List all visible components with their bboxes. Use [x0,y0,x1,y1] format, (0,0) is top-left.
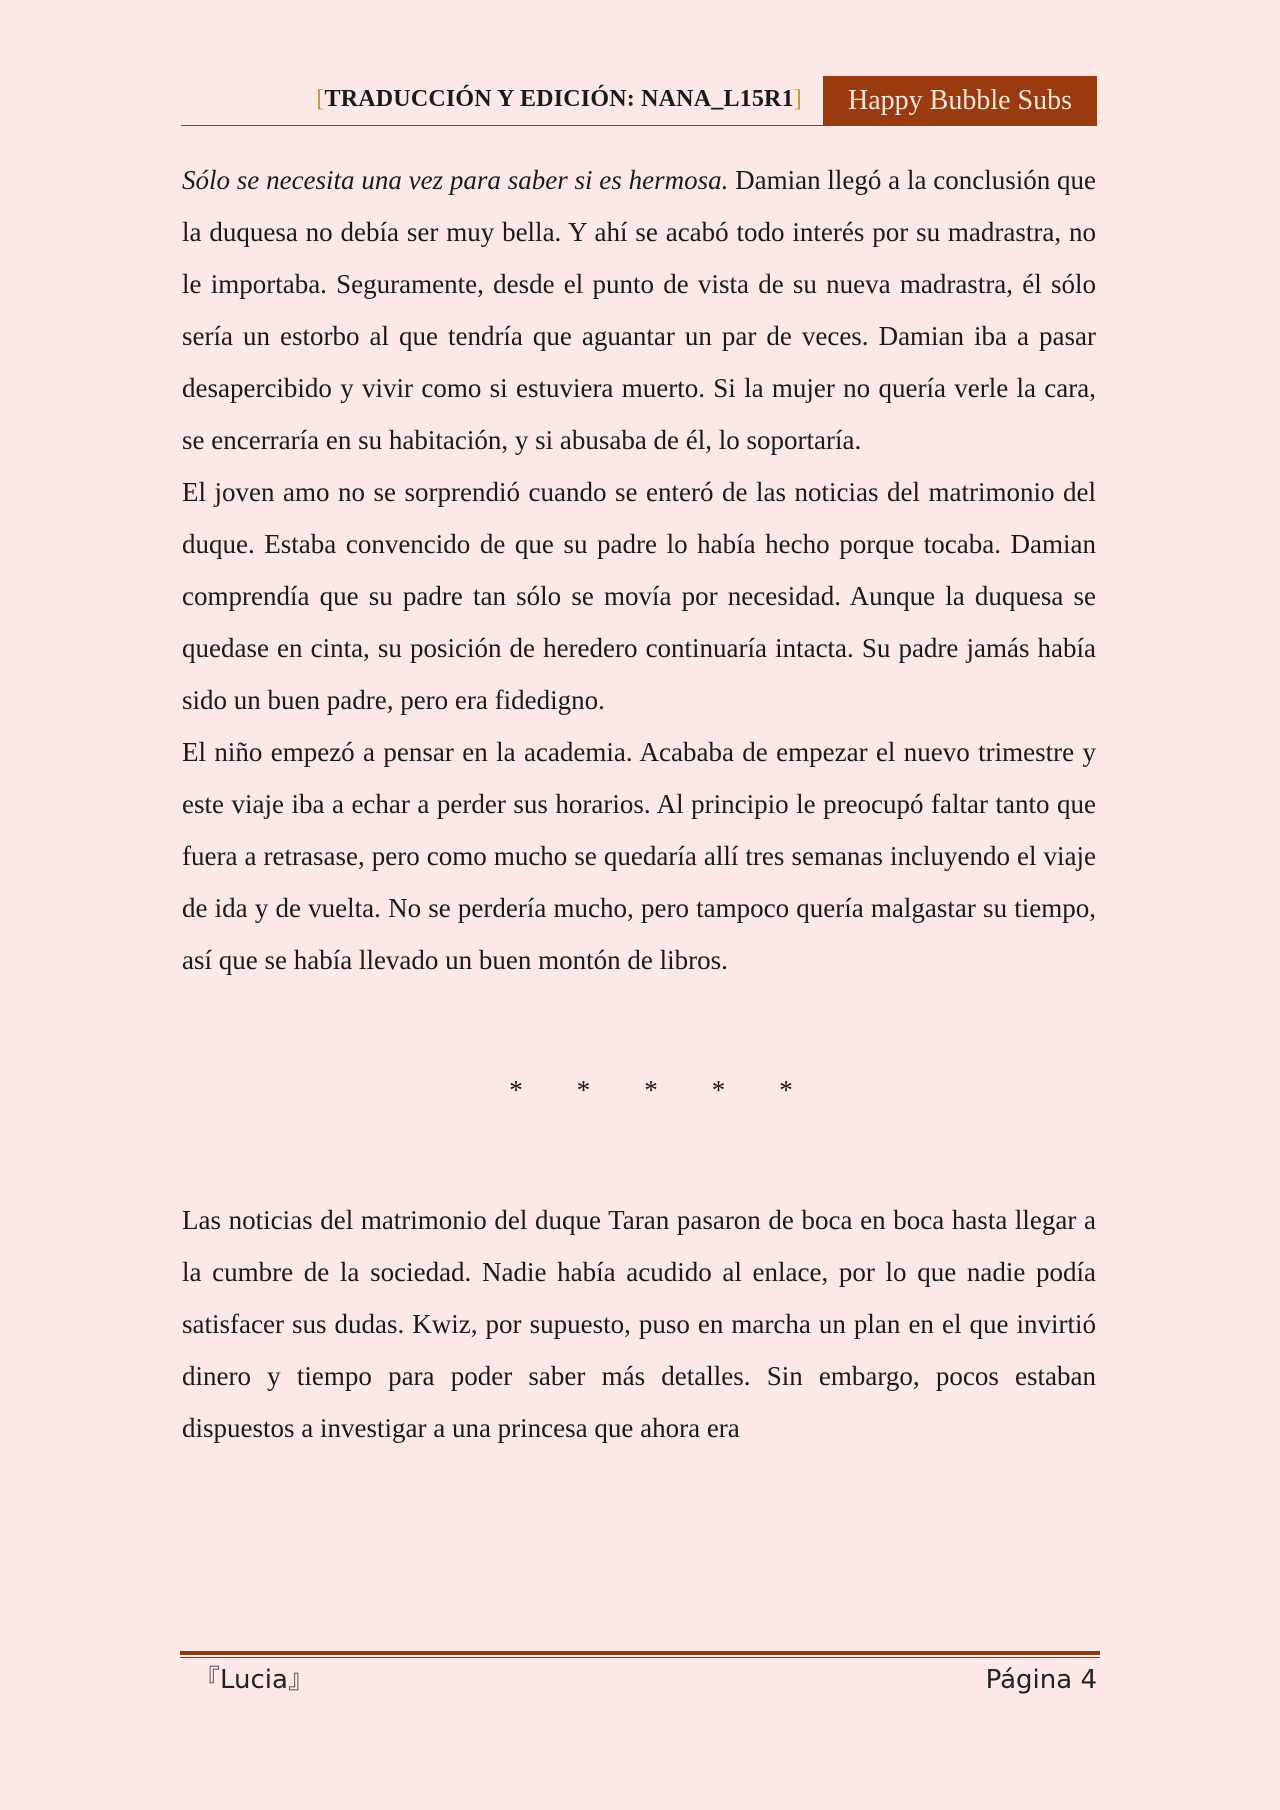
footer-rule-thin [180,1657,1100,1658]
paragraph-3: El niño empezó a pensar en la academia. Acababa de empezar el nuevo trimestre y este viaje iba a echar a perder sus horarios. Al principio le preocupó faltar tanto que fuera a retrasase, pero como mucho se quedaría allí tres semanas incluyendo el viaje de ida y de vuelta. No se perdería mucho, pero tampoco quería malgastar su tiempo, así que se había llevado un buen montón de libros. [182,737,1096,975]
scene-separator [182,986,1096,1194]
page-body [182,154,1096,1454]
paragraph-4: Las noticias del matrimonio del duque Taran pasaron de boca en boca hasta llegar a la cumbre de la sociedad. Nadie había acudido al enlace, por lo que nadie podía satisfacer sus dudas. Kwiz, por supuesto, puso en marcha un plan en el que invirtió dinero y tiempo para poder saber más detalles. Sin embargo, pocos estaban dispuestos a investigar a una princesa que ahora era [182,1205,1096,1443]
translation-credit [316,86,802,113]
separator-asterisk: * [576,1075,591,1105]
group-badge: Happy Bubble Subs [823,76,1097,126]
separator-asterisk: * [644,1075,658,1105]
credit-text: TRADUCCIÓN Y EDICIÓN: NANA_L15R1 [324,86,794,112]
paragraph-1-italic: Sólo se necesita una vez para saber si es hermosa. [182,165,729,195]
separator-asterisk: * [509,1075,523,1105]
paragraph-1-text: Damian llegó a la conclusión que la duquesa no debía ser muy bella. Y ahí se acabó todo interés por su madrastra, no le importaba. Seguramente, desde el punto de vista de su nueva madrastra, él sólo sería un estorbo al que tendría que aguantar un par de veces. Damian iba a pasar desapercibido y vivir como si estuviera muerto. Si la mujer no quería verle la cara, se encerraría en su habitación, y si abusaba de él, lo soportaría. [182,165,1096,455]
page-number: Página 4 [985,1665,1097,1695]
separator-asterisk: * [779,1075,793,1105]
page-header [181,76,1097,126]
footer-title: 『Lucia』 [194,1665,314,1695]
credit-bracket-open: [ [316,86,325,112]
credit-bracket-close: ] [793,86,802,112]
header-rule [181,125,1097,126]
paragraph-1 [182,154,1096,466]
separator-asterisk: * [711,1075,726,1105]
paragraph-2: El joven amo no se sorprendió cuando se enteró de las noticias del matrimonio del duque. Estaba convencido de que su padre lo había hecho porque tocaba. Damian comprendía que su padre tan sólo se movía por necesidad. Aunque la duquesa se quedase en cinta, su posición de heredero continuaría intacta. Su padre jamás había sido un buen padre, pero era fidedigno. [182,477,1096,715]
footer-rule-thick [180,1651,1100,1655]
